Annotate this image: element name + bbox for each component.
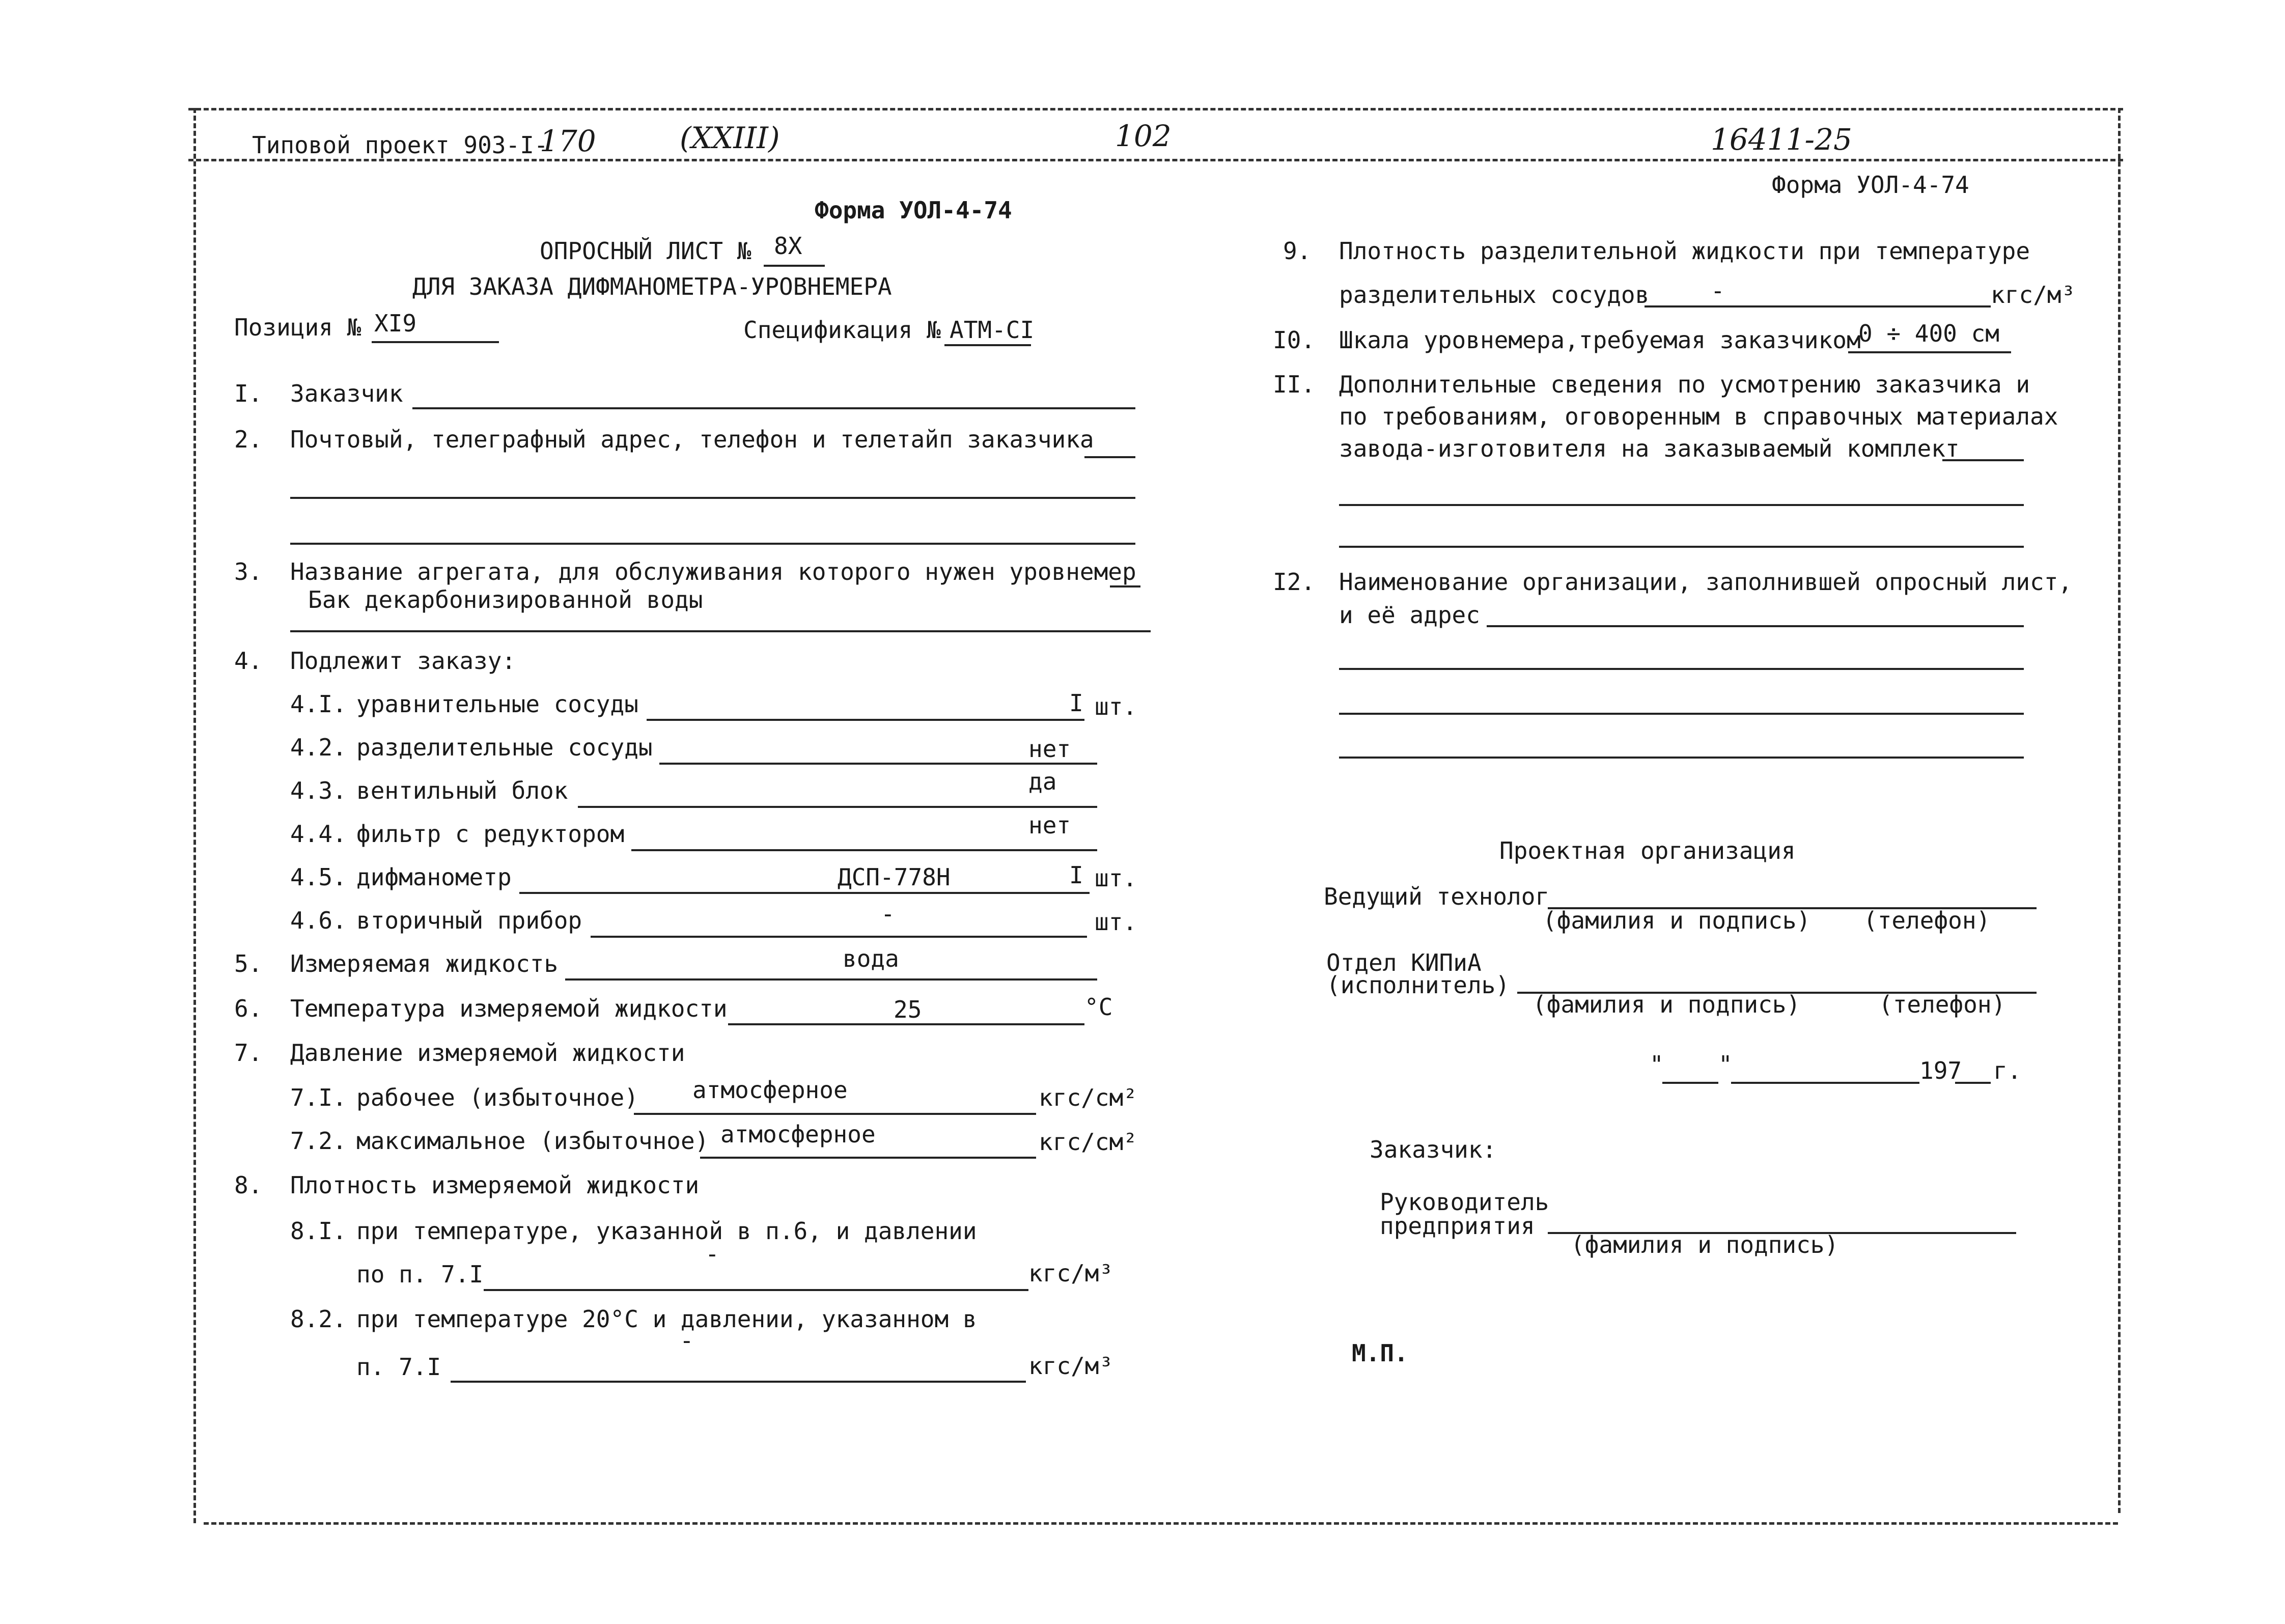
lead-sign-caption: (фамилия и подпись) [1543,907,1811,934]
item-1-line [412,407,1135,409]
item-8-label: Плотность измеряемой жидкости [290,1171,700,1199]
item-4-3-label: вентильный блок [356,777,568,804]
item-1-label: Заказчик [290,380,403,407]
item-11-line1: Дополнительные сведения по усмотрению заказчика и [1339,371,2030,398]
item-4-4-label: фильтр с редуктором [356,820,625,848]
item-4-1-unit: шт. [1095,693,1137,720]
item-3-line-a [1110,585,1140,587]
item-5-num: 5. [234,950,263,977]
item-4-1-line [647,719,1084,721]
item-3-label: Название агрегата, для обслуживания которого нужен уровнемер [290,558,1136,585]
item-12-line-c [1339,713,2024,715]
frame-right [2118,108,2121,1513]
item-8-1-unit: кгс/м³ [1028,1259,1113,1287]
item-6-num: 6. [234,995,263,1022]
item-4-5-num: 4.5. [290,863,347,891]
item-12-line-a [1487,625,2024,627]
date-year-suffix: г. [1993,1057,2022,1084]
item-11-line2: по требованиям, оговоренным в справочных материалах [1339,403,2058,430]
frame-bottom [204,1522,2118,1525]
project-number-handwritten: 170 [540,124,596,158]
item-11-line-a [1942,459,2024,461]
kipia-sign-caption: (фамилия и подпись) [1532,991,1801,1018]
item-11-line-b [1339,504,2024,506]
item-4-5-value: ДСП-778Н [838,863,951,891]
item-4-1-value: I [1069,689,1083,717]
document-code-handwritten: 16411-25 [1711,122,1852,157]
item-4-6-unit: шт. [1095,908,1137,936]
position-underline [372,341,499,343]
item-9-value: - [1711,277,1725,304]
item-9-num: 9. [1283,237,1312,265]
item-2-label: Почтовый, телеграфный адрес, телефон и телетайп заказчика [290,426,1094,453]
item-4-3-value: да [1028,768,1057,795]
item-4-2-value: нет [1028,735,1071,763]
item-8-2-num: 8.2. [290,1305,347,1333]
item-4-3-line [578,806,1097,808]
item-9-label2: разделительных сосудов [1339,281,1650,309]
item-3-num: 3. [234,558,263,585]
item-7-1-label: рабочее (избыточное) [356,1084,638,1111]
item-8-2-label: при температуре 20°С и давлении, указанном в [356,1305,977,1333]
item-4-2-line [659,763,1097,765]
item-4-6-value: - [881,900,895,928]
item-4-6-label: вторичный прибор [356,907,582,934]
item-11-line-c [1339,546,2024,548]
date-year-line [1955,1082,1991,1084]
item-4-4-value: нет [1028,811,1071,839]
customer-head-line2: предприятия [1380,1212,1535,1240]
item-4-1-num: 4.I. [290,690,347,718]
item-5-label: Измеряемая жидкость [290,950,559,977]
item-5-value: вода [843,945,899,972]
spec-value: ATM-CI [950,316,1035,344]
item-11-num: II. [1273,371,1316,398]
item-4-1-label: уравнительные сосуды [356,690,638,718]
item-8-1-label2: по п. 7.I [356,1261,484,1288]
position-value: XI9 [374,310,417,337]
album-number-handwritten: (XXIII) [680,121,780,155]
item-3-line-b [290,630,1151,632]
item-4-label: Подлежит заказу: [290,647,516,675]
item-7-2-label: максимальное (избыточное) [356,1127,709,1155]
form-code-left: Форма УОЛ-4-74 [815,197,1012,224]
form-code-right: Форма УОЛ-4-74 [1772,171,1969,199]
item-10-value: 0 ÷ 400 см [1858,320,1999,347]
customer-head-line1: Руководитель [1380,1188,1549,1216]
item-10-line [1848,351,2011,353]
customer-title: Заказчик: [1370,1136,1497,1163]
item-7-2-line [700,1157,1036,1159]
item-8-num: 8. [234,1171,263,1199]
item-6-value: 25 [894,996,922,1023]
lead-technologist-label: Ведущий технолог [1324,883,1550,910]
item-4-4-line [631,849,1097,851]
item-4-5-label: дифманометр [356,863,512,891]
item-2-num: 2. [234,426,263,453]
item-4-2-label: разделительные сосуды [356,734,653,761]
item-2-line-c [290,543,1135,545]
title-number-underline [764,265,825,267]
item-7-label: Давление измеряемой жидкости [290,1039,685,1067]
title-line2: ДЛЯ ЗАКАЗА ДИФМАНОМЕТРА-УРОВНЕМЕРА [412,273,892,300]
item-2-line-a [1084,456,1135,458]
date-quote-open: " [1650,1051,1664,1078]
item-8-1-value: - [705,1240,719,1268]
item-8-1-label: при температуре, указанной в п.6, и давлении [356,1217,977,1245]
kipia-phone-caption: (телефон) [1879,991,2006,1018]
item-8-2-label2: п. 7.I [356,1353,441,1381]
spec-label: Спецификация № [743,316,941,344]
item-12-num: I2. [1273,568,1316,596]
frame-left [193,108,196,1523]
title-line1: ОПРОСНЫЙ ЛИСТ № [540,237,751,265]
frame-top [188,108,2123,110]
position-label: Позиция № [234,314,361,341]
item-4-num: 4. [234,647,263,675]
date-year: 197 [1919,1057,1962,1084]
item-8-2-line [451,1381,1026,1383]
item-12-line-d [1339,757,2024,759]
item-9-line [1645,305,1991,307]
item-4-5-unit: шт. [1095,864,1137,892]
item-7-num: 7. [234,1039,263,1067]
item-12-line2: и её адрес [1339,601,1480,629]
item-3-value: Бак декарбонизированной воды [308,586,703,613]
title-number: 8X [774,232,802,260]
item-4-3-num: 4.3. [290,777,347,804]
item-9-unit: кгс/м³ [1991,281,2076,309]
item-4-4-num: 4.4. [290,820,347,848]
kipia-executor-label: (исполнитель) [1326,971,1510,999]
item-6-line [728,1023,1084,1025]
item-7-2-value: атмосферное [720,1121,876,1148]
customer-sign-caption: (фамилия и подпись) [1571,1231,1839,1258]
date-month-line [1731,1082,1919,1084]
item-7-1-num: 7.I. [290,1084,347,1111]
item-6-unit: °С [1084,993,1113,1021]
project-label: Типовой проект 903-I- [252,131,548,159]
item-12-line1: Наименование организации, заполнившей опросный лист, [1339,568,2073,596]
frame-header-line [188,159,2123,161]
lead-phone-caption: (телефон) [1863,907,1991,934]
item-12-line-b [1339,668,2024,670]
item-8-1-num: 8.I. [290,1217,347,1245]
item-7-1-unit: кгс/см² [1039,1084,1137,1111]
item-2-line-b [290,497,1135,499]
date-day-line [1662,1082,1718,1084]
item-4-5-qty: I [1069,861,1083,889]
item-4-2-num: 4.2. [290,734,347,761]
item-10-label: Шкала уровнемера,требуемая заказчиком [1339,326,1861,354]
date-quote-close: " [1718,1051,1733,1078]
kipia-dept-label: Отдел КИПиА [1326,949,1482,976]
spec-underline [944,344,1031,346]
page-number-handwritten: 102 [1115,119,1172,153]
item-1-num: I. [234,380,263,407]
item-5-line [565,978,1097,981]
item-8-1-line [484,1289,1028,1291]
stamp-place-label: М.П. [1352,1339,1408,1367]
item-8-2-unit: кгс/м³ [1028,1352,1113,1380]
item-11-line3: завода-изготовителя на заказываемый комплект [1339,435,1960,462]
item-7-2-unit: кгс/см² [1039,1128,1137,1156]
item-7-2-num: 7.2. [290,1127,347,1155]
item-8-2-value: - [680,1327,694,1354]
item-7-1-line [634,1113,1036,1115]
item-9-label: Плотность разделительной жидкости при температуре [1339,237,2030,265]
item-7-1-value: атмосферное [692,1076,848,1104]
item-4-6-line [591,936,1087,938]
design-org-title: Проектная организация [1499,837,1796,864]
item-4-5-line [519,892,1090,894]
item-4-6-num: 4.6. [290,907,347,934]
item-10-num: I0. [1273,326,1316,354]
item-6-label: Температура измеряемой жидкости [290,995,728,1022]
